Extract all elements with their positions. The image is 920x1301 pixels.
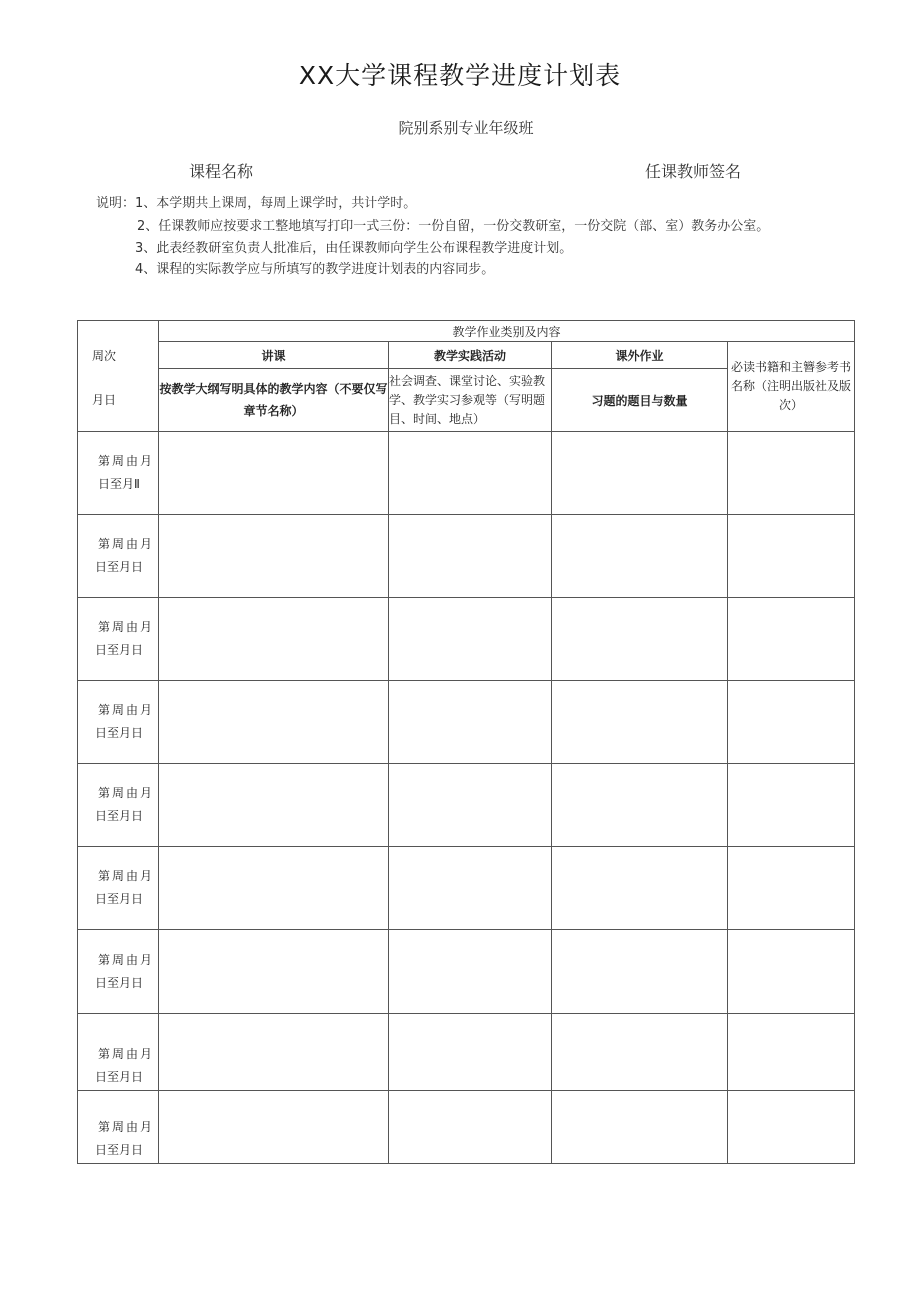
week-cell-line2: 日至月日 bbox=[94, 892, 143, 906]
lecture-cell[interactable] bbox=[159, 598, 389, 681]
week-cell-line2: 日至月日 bbox=[94, 975, 143, 990]
references-cell[interactable] bbox=[728, 1014, 855, 1091]
table-row bbox=[78, 930, 855, 1014]
references-header: 必读书籍和主簪参考书名称（注明出版社及版次） bbox=[728, 342, 855, 432]
week-header-top: 周次 bbox=[92, 349, 117, 363]
week-header-bottom: 月日 bbox=[92, 393, 117, 407]
week-cell bbox=[78, 1091, 159, 1164]
week-cell-line2: 日至月日 bbox=[94, 1070, 143, 1084]
practice-cell[interactable] bbox=[389, 598, 552, 681]
table-row bbox=[78, 515, 855, 598]
homework-cell[interactable] bbox=[552, 1014, 728, 1091]
references-cell[interactable] bbox=[728, 515, 855, 598]
note-4: 4、课程的实际教学应与所填写的教学进度计划表的内容同步。 bbox=[135, 262, 495, 277]
week-cell bbox=[78, 930, 159, 1014]
week-cell bbox=[78, 432, 159, 515]
table-row bbox=[78, 764, 855, 847]
week-cell-line1: 第周由月 bbox=[97, 952, 154, 967]
schedule-table bbox=[77, 320, 855, 1164]
week-cell bbox=[78, 515, 159, 598]
week-cell bbox=[78, 598, 159, 681]
homework-cell[interactable] bbox=[552, 432, 728, 515]
table-row bbox=[78, 1014, 855, 1091]
references-cell[interactable] bbox=[728, 681, 855, 764]
note-1: 说明：1、本学期共上课周，每周上课学时，共计学时。 bbox=[96, 196, 417, 211]
practice-cell[interactable] bbox=[389, 847, 552, 930]
references-cell[interactable] bbox=[728, 847, 855, 930]
lecture-cell[interactable] bbox=[159, 1091, 389, 1164]
practice-cell[interactable] bbox=[389, 681, 552, 764]
homework-subheader: 习题的题目与数量 bbox=[552, 369, 728, 432]
practice-cell[interactable] bbox=[389, 515, 552, 598]
week-cell-line1: 第周由月 bbox=[97, 620, 154, 634]
homework-header: 课外作业 bbox=[552, 342, 728, 369]
week-cell-line2: 日至月日 bbox=[94, 560, 143, 574]
lecture-cell[interactable] bbox=[159, 681, 389, 764]
homework-cell[interactable] bbox=[552, 598, 728, 681]
lecture-cell[interactable] bbox=[159, 764, 389, 847]
week-cell-line2: 日至月日 bbox=[94, 809, 143, 823]
week-cell bbox=[78, 764, 159, 847]
homework-cell[interactable] bbox=[552, 1091, 728, 1164]
lecture-header: 讲课 bbox=[159, 342, 389, 369]
group-header: 教学作业类别及内容 bbox=[159, 321, 855, 342]
practice-header: 教学实践活动 bbox=[389, 342, 552, 369]
table-row bbox=[78, 847, 855, 930]
references-cell[interactable] bbox=[728, 930, 855, 1014]
week-cell bbox=[78, 847, 159, 930]
practice-cell[interactable] bbox=[389, 1091, 552, 1164]
homework-cell[interactable] bbox=[552, 847, 728, 930]
practice-cell[interactable] bbox=[389, 1014, 552, 1091]
week-cell-line1: 第周由月 bbox=[97, 1047, 154, 1061]
week-cell bbox=[78, 681, 159, 764]
week-cell-line2: 日至月Ⅱ bbox=[98, 477, 140, 491]
week-header bbox=[78, 321, 159, 432]
week-cell-line1: 第周由月 bbox=[97, 537, 154, 551]
homework-cell[interactable] bbox=[552, 515, 728, 598]
lecture-cell[interactable] bbox=[159, 1014, 389, 1091]
teacher-signature-label: 任课教师签名 bbox=[645, 162, 742, 181]
note-2: 2、任课教师应按要求工整地填写打印一式三份：一份自留，一份交教研室，一份交院（部、室）教务办公室。 bbox=[137, 219, 770, 234]
week-cell-line2: 日至月日 bbox=[94, 1143, 143, 1157]
note-3: 3、此表经教研室负责人批准后，由任课教师向学生公布课程教学进度计划。 bbox=[135, 241, 573, 256]
week-cell-line1: 第周由月 bbox=[97, 869, 154, 883]
department-line: 院别系别专业年级班 bbox=[398, 119, 534, 137]
practice-cell[interactable] bbox=[389, 764, 552, 847]
table-row bbox=[78, 598, 855, 681]
lecture-cell[interactable] bbox=[159, 515, 389, 598]
practice-subheader: 社会调查、课堂讨论、实验教学、教学实习参观等（写明题目、时间、地点） bbox=[389, 369, 552, 432]
lecture-cell[interactable] bbox=[159, 930, 389, 1014]
week-cell-line2: 日至月日 bbox=[94, 643, 143, 657]
week-cell-line1: 第周由月 bbox=[97, 786, 154, 800]
table-row bbox=[78, 432, 855, 515]
week-cell-line1: 第周由月 bbox=[97, 454, 154, 468]
lecture-cell[interactable] bbox=[159, 432, 389, 515]
references-cell[interactable] bbox=[728, 598, 855, 681]
practice-cell[interactable] bbox=[389, 930, 552, 1014]
table-row bbox=[78, 1091, 855, 1164]
practice-cell[interactable] bbox=[389, 432, 552, 515]
week-cell-line1: 第周由月 bbox=[97, 1120, 154, 1134]
lecture-cell[interactable] bbox=[159, 847, 389, 930]
table-row bbox=[78, 681, 855, 764]
homework-cell[interactable] bbox=[552, 930, 728, 1014]
homework-cell[interactable] bbox=[552, 681, 728, 764]
week-cell-line1: 第周由月 bbox=[97, 703, 154, 717]
homework-cell[interactable] bbox=[552, 764, 728, 847]
course-name-label: 课程名称 bbox=[189, 162, 254, 181]
references-cell[interactable] bbox=[728, 432, 855, 515]
references-cell[interactable] bbox=[728, 764, 855, 847]
page-title: XX大学课程教学进度计划表 bbox=[298, 61, 622, 90]
lecture-subheader: 按教学大纲写明具体的教学内容（不要仅写章节名称） bbox=[159, 369, 389, 432]
references-cell[interactable] bbox=[728, 1091, 855, 1164]
week-cell bbox=[78, 1014, 159, 1091]
week-cell-line2: 日至月日 bbox=[94, 726, 143, 740]
